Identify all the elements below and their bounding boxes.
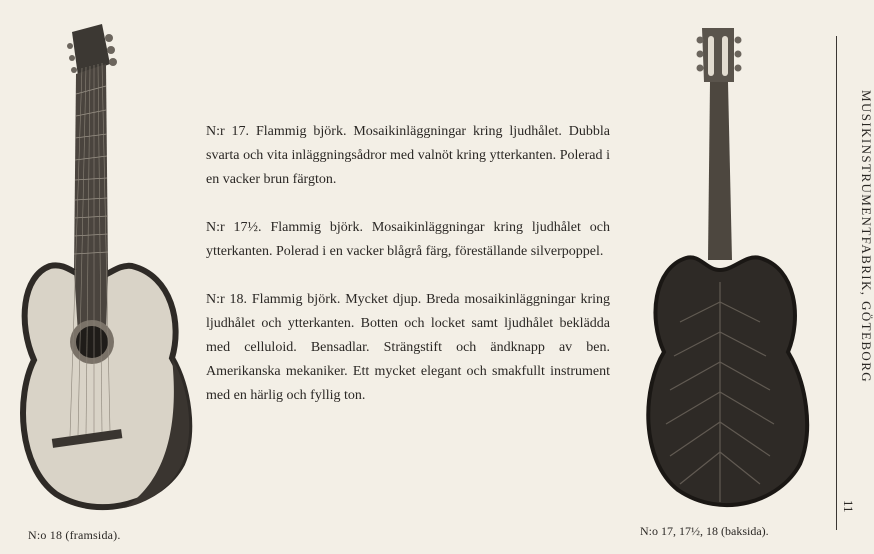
entry-number: N:r 17. (206, 124, 250, 139)
entry-text: Flammig björk. Mosaikinläggningar kring ljudhålet. Dubbla svarta och vita inläggningsådror med valnöt kring ytterkanten. Polerad i en vacker brun färgton. (206, 124, 611, 187)
description-column (206, 120, 610, 408)
entry-nr-17 (206, 120, 610, 192)
vertical-rule (836, 36, 837, 530)
guitar-back-illustration (630, 22, 815, 520)
running-head: MUSIKINSTRUMENTFABRIK, GÖTEBORG (859, 90, 874, 384)
entry-nr-18 (206, 288, 610, 408)
guitar-front-illustration (12, 24, 197, 522)
entry-number: N:r 17½. (206, 220, 262, 235)
caption-back: N:o 17, 17½, 18 (baksida). (640, 524, 769, 538)
entry-text: Flammig björk. Mosaikinläggningar kring ljudhålet och ytterkanten. Polerad i en vacker blågrå färg, föreställande silverpoppel. (206, 220, 611, 259)
caption-front: N:o 18 (framsida). (28, 528, 121, 542)
entry-number: N:r 18. (206, 292, 248, 307)
page-number: 11 (841, 500, 856, 513)
entry-text: Flammig björk. Mycket djup. Breda mosaikinläggningar kring ljudhålet och ytterkanten. Botten och locket samt ljudhålet beklädda med celluloid. Bensadlar. Strängstift och ändknapp av ben. Amerikanska mekaniker. Ett mycket elegant och smakfullt instrument med en härlig och fyllig ton. (206, 292, 610, 403)
entry-nr-17-half (206, 216, 610, 264)
